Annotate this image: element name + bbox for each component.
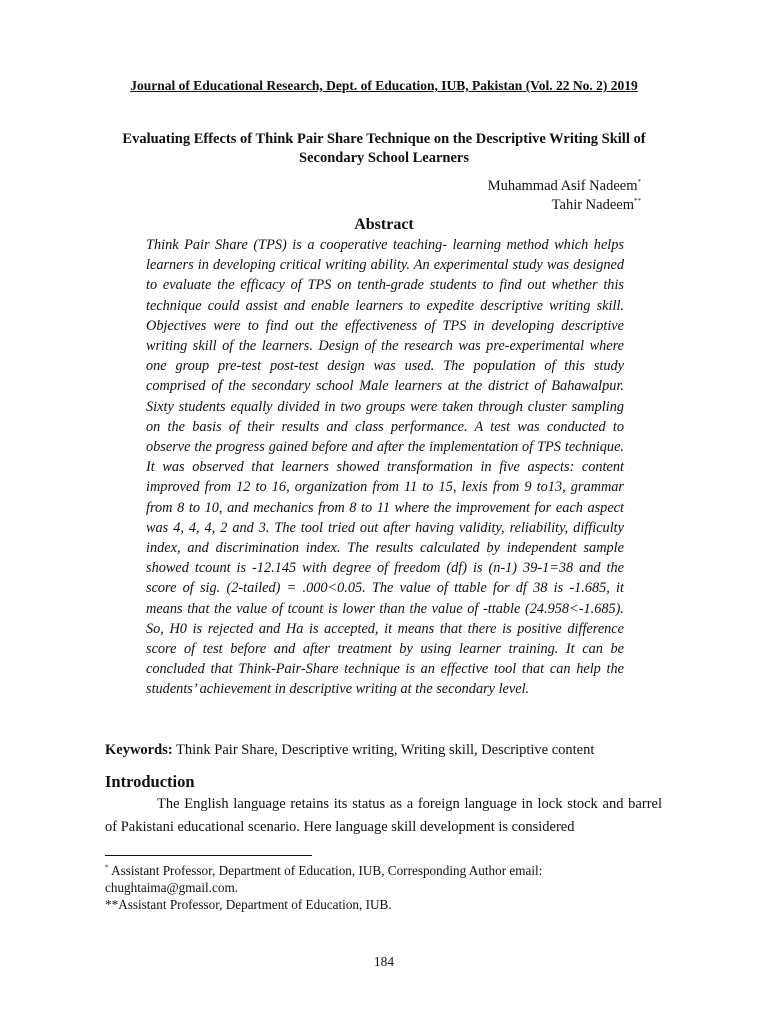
- author-footnote-mark: *: [637, 178, 641, 187]
- keywords-label: Keywords:: [105, 742, 173, 758]
- keywords-line: [105, 742, 665, 759]
- footnote-2: **Assistant Professor, Department of Education, IUB.: [105, 897, 392, 912]
- author-1: [488, 177, 641, 196]
- author-footnote-mark: **: [634, 197, 641, 206]
- abstract-text: Think Pair Share (TPS) is a cooperative teaching- learning method which helps learners in developing critical writing ability. An experimental study was designed to evaluate the efficacy of TPS on tenth-grade students to find out whether this technique could assist and enable learners to expedite descriptive writing skill. Objectives were to find out the effectiveness of TPS in developing descriptive writing skill of the learners. Design of the research was pre-experimental where one group pre-test post-test design was used. The population of this study comprised of the secondary school Male learners at the district of Bahawalpur. Sixty students equally divided in two groups were taken through cluster sampling on the basis of their results and class performance. A test was conducted to observe the progress gained before and after the implementation of TPS technique. It was observed that learners showed transformation in five aspects: content improved from 12 to 16, organization from 11 to 15, lexis from 9 to13, grammar from 8 to 10, and mechanics from 8 to 11 where the improvement for each aspect was 4, 4, 4, 2 and 3. The tool tried out after having validity, reliability, difficulty index, and discrimination index. The results calculated by independent sample showed tcount is -12.145 with degree of freedom (df) is (n-1) 39-1=38 and the score of sig. (2-tailed) = .000<0.05. The value of ttable for df 38 is -1.685, it means that the value of tcount is lower than the value of -ttable (24.958<-1.685). So, H0 is rejected and Ha is accepted, it means that there is positive difference score of test before and after treatment by using learner training. It can be concluded that Think-Pair-Share technique is an effective tool that can help the students’ achievement in descriptive writing at the secondary level.: [146, 237, 624, 698]
- author-list: [488, 177, 641, 215]
- footnote-1: [105, 862, 665, 896]
- keywords-text: Think Pair Share, Descriptive writing, Writing skill, Descriptive content: [172, 742, 595, 758]
- introduction-heading: Introduction: [105, 772, 195, 791]
- author-2: [488, 196, 641, 215]
- footnote-mark: *: [105, 863, 109, 872]
- author-name: Muhammad Asif Nadeem: [487, 178, 638, 194]
- abstract-heading: Abstract: [354, 216, 414, 233]
- journal-header: Journal of Educational Research, Dept. of Education, IUB, Pakistan (Vol. 22 No. 2) 2019: [130, 78, 638, 93]
- footnote-text: Assistant Professor, Department of Education, IUB, Corresponding Author email: chughtaima@gmail.com.: [105, 863, 543, 895]
- footnote-divider: [105, 855, 312, 856]
- footnotes: [105, 862, 665, 913]
- page-number: 184: [373, 954, 395, 969]
- introduction-paragraph: The English language retains its status as a foreign language in lock stock and barrel of Pakistani educational scenario. Here language skill development is considered: [105, 796, 662, 835]
- author-name: Tahir Nadeem: [551, 197, 634, 213]
- paper-title: Evaluating Effects of Think Pair Share Technique on the Descriptive Writing Skill of Secondary School Learners: [122, 131, 646, 166]
